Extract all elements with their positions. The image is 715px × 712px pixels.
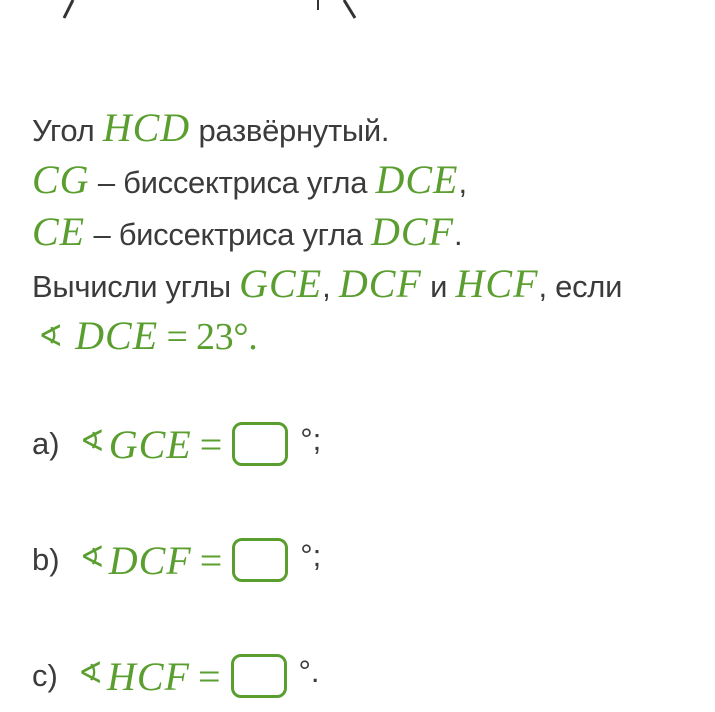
- statement-text: Угол: [32, 113, 95, 148]
- figure-ray-right: [344, 0, 355, 18]
- equals-sign: =: [199, 421, 223, 467]
- statement-line-1: [32, 105, 390, 151]
- ray-name-cg: CG: [32, 157, 90, 202]
- equals-sign: =: [166, 316, 188, 358]
- degree-suffix: °;: [300, 422, 322, 457]
- equals-sign: =: [199, 537, 223, 583]
- angle-symbol-icon: ∢: [79, 539, 105, 575]
- given-angle-value: 23°.: [195, 316, 258, 358]
- angle-name-hcf: HCF: [455, 261, 539, 306]
- angle-name-gce: GCE: [108, 421, 192, 467]
- angle-name-hcf: HCF: [106, 653, 190, 699]
- answer-row-b: [32, 530, 321, 590]
- statement-punct: .: [454, 217, 463, 252]
- answer-label: a): [32, 426, 60, 461]
- angle-name-dcf: DCF: [108, 537, 192, 583]
- angle-symbol-icon: ∢: [79, 423, 105, 459]
- answer-label: c): [32, 658, 58, 693]
- statement-text: развёрнутый.: [198, 113, 390, 148]
- statement-text: Вычисли углы: [32, 269, 231, 304]
- angle-symbol-icon: ∢: [77, 655, 103, 691]
- statement-punct: ,: [458, 165, 467, 200]
- angle-name-dcf: DCF: [338, 261, 422, 306]
- answer-row-a: [32, 414, 321, 474]
- statement-line-5: [32, 313, 258, 360]
- statement-line-4: [32, 261, 623, 307]
- statement-line-3: [32, 209, 463, 255]
- angle-name-dce: DCE: [75, 313, 159, 358]
- angle-symbol-icon: ∢: [38, 319, 63, 354]
- angle-name-dcf: DCF: [371, 209, 455, 254]
- statement-text: – биссектриса угла: [93, 217, 363, 252]
- angle-name-gce: GCE: [239, 261, 323, 306]
- answer-input-gce[interactable]: [232, 422, 288, 466]
- statement-punct: ,: [322, 269, 331, 304]
- answer-label: b): [32, 542, 60, 577]
- statement-line-2: [32, 157, 467, 203]
- figure-ray-left: [64, 0, 73, 18]
- answer-input-hcf[interactable]: [231, 654, 287, 698]
- angle-name-hcd: HCD: [102, 105, 191, 150]
- statement-text: и: [430, 269, 448, 304]
- answer-input-dcf[interactable]: [232, 538, 288, 582]
- statement-text: , если: [538, 269, 623, 304]
- equals-sign: =: [197, 653, 221, 699]
- degree-suffix: °;: [300, 538, 322, 573]
- ray-name-ce: CE: [32, 209, 86, 254]
- degree-suffix: °.: [298, 654, 320, 689]
- geometry-figure-fragment: [0, 0, 715, 30]
- statement-text: – биссектриса угла: [97, 165, 368, 200]
- answer-row-c: [32, 646, 320, 706]
- angle-name-dce: DCE: [375, 157, 459, 202]
